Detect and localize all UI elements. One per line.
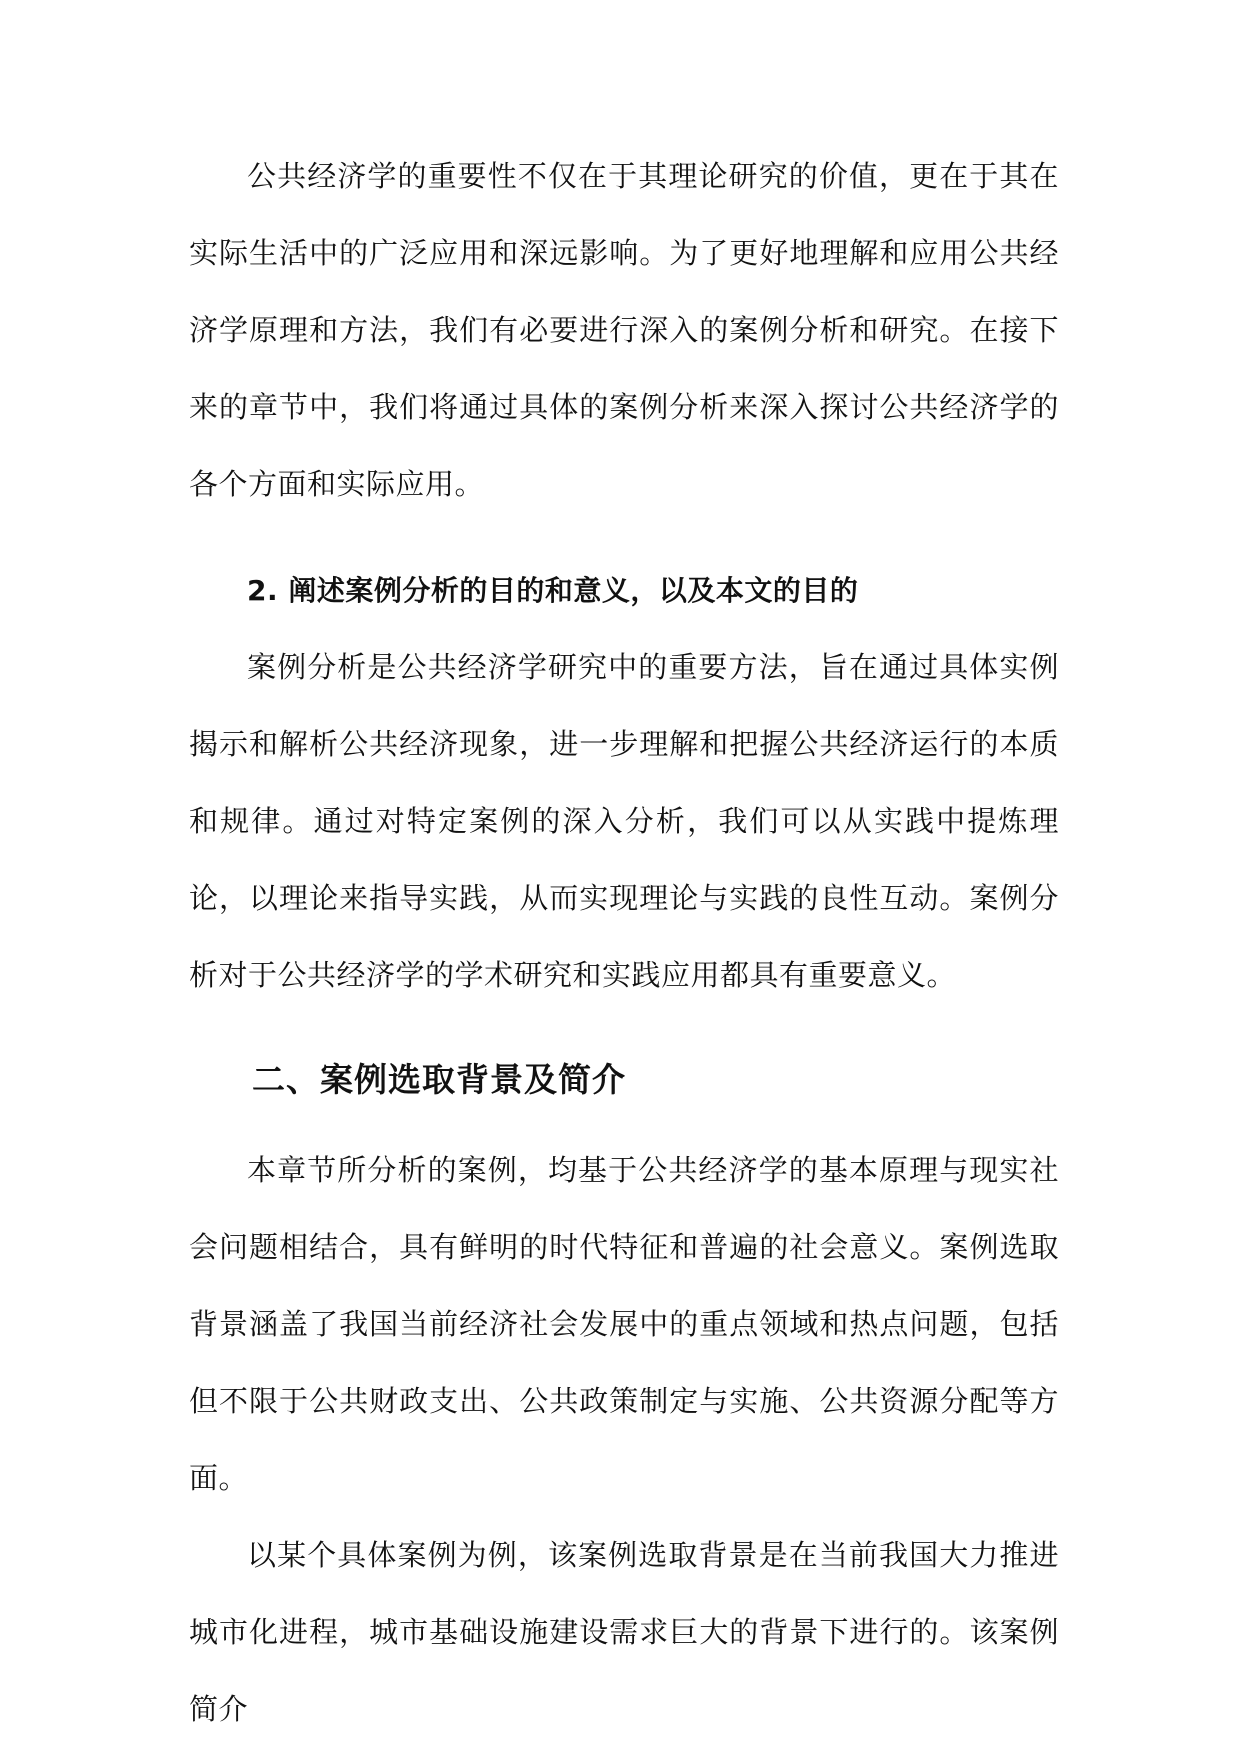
body-paragraph: 案例分析是公共经济学研究中的重要方法，旨在通过具体实例揭示和解析公共经济现象，进一步理解和把握公共经济运行的本质和规律。通过对特定案例的深入分析，我们可以从实践中提炼理论，以理论来指导实践，从而实现理论与实践的良性互动。案例分析对于公共经济学的学术研究和实践应用都具有重要意义。 — [189, 650, 1059, 992]
body-paragraph: 本章节所分析的案例，均基于公共经济学的基本原理与现实社会问题相结合，具有鲜明的时代特征和普遍的社会意义。案例选取背景涵盖了我国当前经济社会发展中的重点领域和热点问题，包括但不限于公共财政支出、公共政策制定与实施、公共资源分配等方面。 — [189, 1153, 1059, 1495]
section-heading: 二、案例选取背景及简介 — [252, 1060, 626, 1099]
subsection-heading: 2. 阐述案例分析的目的和意义，以及本文的目的 — [247, 574, 859, 607]
document-body — [189, 138, 1059, 1748]
body-paragraph: 公共经济学的重要性不仅在于其理论研究的价值，更在于其在实际生活中的广泛应用和深远影响。为了更好地理解和应用公共经济学原理和方法，我们有必要进行深入的案例分析和研究。在接下来的章节中，我们将通过具体的案例分析来深入探讨公共经济学的各个方面和实际应用。 — [189, 159, 1059, 501]
body-paragraph: 以某个具体案例为例，该案例选取背景是在当前我国大力推进城市化进程，城市基础设施建设需求巨大的背景下进行的。该案例简介 — [189, 1538, 1059, 1726]
